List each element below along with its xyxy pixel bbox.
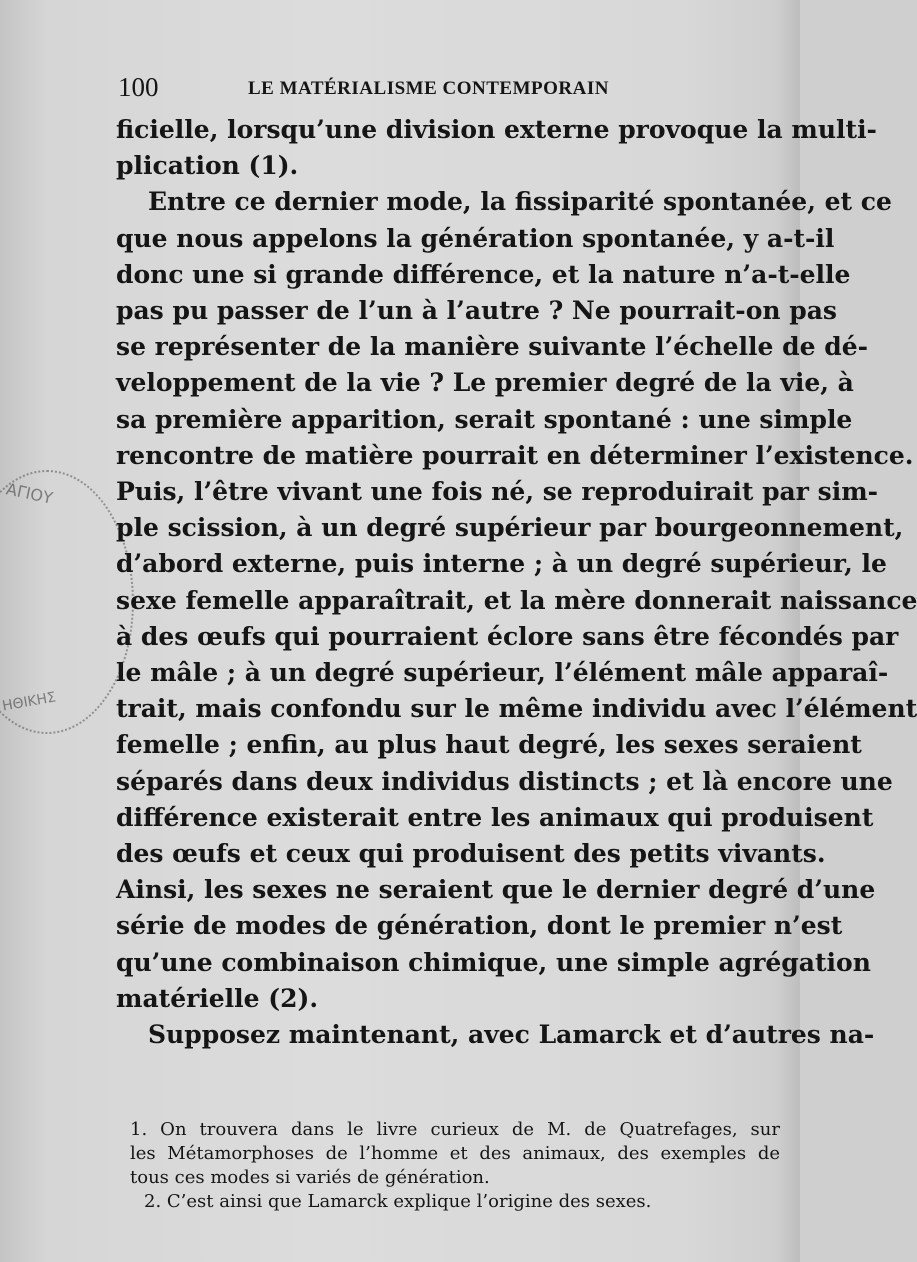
text-line: à des œufs qui pourraient éclore sans être fécondés par [116, 621, 899, 651]
text-line: plication (1). [116, 151, 299, 181]
text-line: sa première apparition, serait spontané : une simple [116, 404, 853, 434]
text-line: des œufs et ceux qui produisent des petits vivants. [116, 839, 826, 869]
text-line: différence existerait entre les animaux qui produisent [116, 802, 874, 832]
text-line: Supposez maintenant, avec Lamarck et d’autres na- [148, 1020, 875, 1050]
text-line: veloppement de la vie ? Le premier degré de la vie, à [116, 368, 854, 398]
text-line: rencontre de matière pourrait en déterminer l’existence. [116, 440, 914, 470]
text-line: qu’une combinaison chimique, une simple agrégation [116, 947, 871, 977]
text-line: trait, mais confondu sur le même individu avec l’élément [116, 694, 917, 724]
text-line: Entre ce dernier mode, la fissiparité spontanée, et ce [148, 187, 892, 217]
library-stamp [0, 470, 134, 734]
text-line: pas pu passer de l’un à l’autre ? Ne pourrait-on pas [116, 296, 837, 326]
stamp-text-bottom: ΗΘΙΚΗΣ [1, 689, 58, 715]
footnote-line: 2. C’est ainsi que Lamarck explique l’origine des sexes. [144, 1191, 652, 1212]
text-line: que nous appelons la génération spontanée, y a-t-il [116, 223, 835, 253]
page-number: 100 [118, 72, 159, 102]
text-line: donc une si grande différence, et la nature n’a-t-elle [116, 259, 851, 289]
text-line: femelle ; enfin, au plus haut degré, les sexes seraient [116, 730, 862, 760]
text-line: Ainsi, les sexes ne seraient que le dernier degré d’une [116, 875, 876, 905]
stamp-text-top: ΑΓΙΟΥ [4, 479, 55, 508]
footnote-line: tous ces modes si variés de génération. [130, 1167, 490, 1188]
footnotes [130, 1118, 780, 1214]
text-line: le mâle ; à un degré supérieur, l’élément mâle apparaî- [116, 658, 889, 688]
text-line: d’abord externe, puis interne ; à un degré supérieur, le [116, 549, 887, 579]
running-title: LE MATÉRIALISME CONTEMPORAIN [248, 78, 609, 99]
text-line: Puis, l’être vivant une fois né, se reproduirait par sim- [116, 477, 879, 507]
text-line: se représenter de la manière suivante l’échelle de dé- [116, 332, 868, 362]
footnote-line: 1. On trouvera dans le livre curieux de M. de Quatrefages, sur [130, 1119, 780, 1140]
footnote-line: les Métamorphoses de l’homme et des animaux, des exemples de [130, 1143, 780, 1164]
text-line: sexe femelle apparaîtrait, et la mère donnerait naissance [116, 585, 917, 615]
text-line: matérielle (2). [116, 983, 319, 1013]
text-line: ficielle, lorsqu’une division externe provoque la multi- [116, 115, 877, 144]
text-line: séparés dans deux individus distincts ; et là encore une [116, 766, 893, 796]
text-line: ple scission, à un degré supérieur par bourgeonnement, [116, 513, 904, 543]
text-line: série de modes de génération, dont le premier n’est [116, 911, 843, 941]
running-head [118, 72, 758, 104]
body-text [116, 112, 917, 1053]
